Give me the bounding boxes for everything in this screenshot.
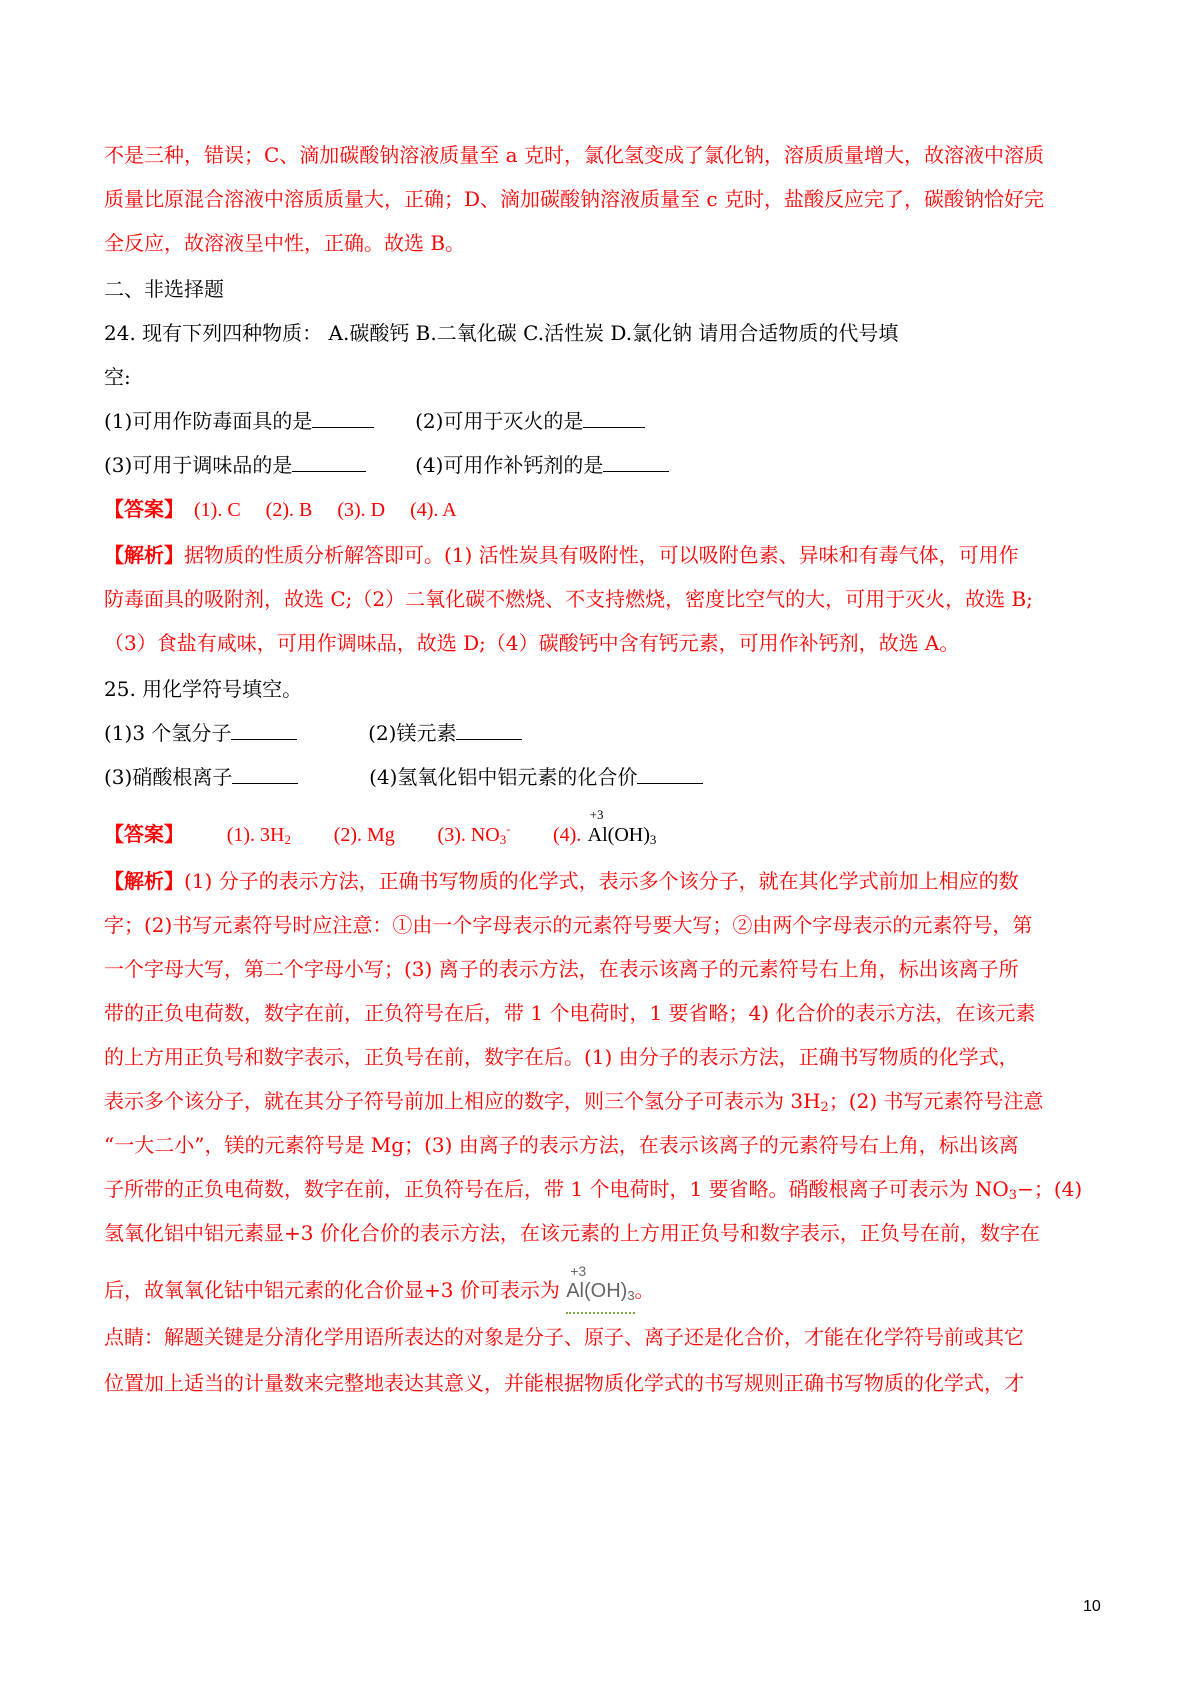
q25-answer-2: (2). Mg — [333, 824, 395, 846]
q24-analysis-line-3: （3）食盐有咸味，可用作调味品，故选 D;（4）碳酸钙中含有钙元素，可用作补钙剂，故选 A。 — [104, 631, 960, 655]
q24-part-4: (4)可用作补钙剂的是 — [415, 453, 604, 477]
prev-analysis-line-1: 不是三种，错误；C、滴加碳酸钠溶液质量至 a 克时，氯化氢变成了氯化钠，溶质质量增大，故溶液中溶质 — [104, 143, 1044, 167]
note-line-1: 点睛：解题关键是分清化学用语所表达的对象是分子、原子、离子还是化合价，才能在化学符号前或其它 — [104, 1325, 1024, 1349]
analysis-text: −；(4) — [1017, 1177, 1083, 1201]
q24-stem-line-2: 空: — [104, 365, 131, 389]
formula-text: Al(OH) — [566, 1280, 628, 1302]
valence-charge: +3 — [589, 807, 604, 822]
q25-answer-1 — [227, 824, 291, 846]
q25-analysis-line-6 — [104, 1086, 1044, 1123]
q25-analysis-line-9: 氢氧化铝中铝元素显+3 价化合价的表示方法，在该元素的上方用正负号和数字表示，正负号在前，数字在 — [104, 1221, 1040, 1245]
valence-formula-image — [566, 1263, 635, 1311]
answer-label: 【答案】 — [104, 822, 184, 846]
q25-part-4: (4)氢氧化铝中铝元素的化合价 — [369, 765, 638, 789]
subscript: 3 — [627, 1288, 635, 1303]
q24-answer — [104, 494, 457, 525]
subscript: 3 — [499, 832, 507, 847]
q25-analysis-line-3: 一个字母大写，第二个字母小写；(3) 离子的表示方法，在表示该离子的元素符号右上角，标出该离子所 — [104, 957, 1019, 981]
answer-blank — [603, 453, 669, 472]
q24-part-2: (2)可用于灭火的是 — [415, 409, 584, 433]
q24-analysis-line-1 — [104, 540, 1019, 570]
valence-formula — [587, 807, 657, 855]
subscript: 3 — [649, 832, 657, 847]
q25-analysis-line-7: “一大二小”，镁的元素符号是 Mg；(3) 由离子的表示方法，在表示该离子的元素符号右上角，标出该离 — [104, 1133, 1019, 1157]
q25-stem: 25. 用化学符号填空。 — [104, 677, 303, 701]
analysis-label: 【解析】 — [104, 869, 184, 893]
q25-answer — [104, 807, 657, 855]
answer-blank — [637, 765, 703, 784]
q25-analysis-line-4: 带的正负电荷数，数字在前，正负符号在后，带 1 个电荷时，1 要省略；4) 化合价的表示方法，在该元素 — [104, 1001, 1036, 1025]
analysis-text: 后，故氧氧化钴中铝元素的化合价显+3 价可表示为 — [104, 1278, 560, 1302]
analysis-text: 。 — [634, 1278, 655, 1302]
q25-analysis-line-1 — [104, 866, 1019, 896]
q24-part-1: (1)可用作防毒面具的是 — [104, 409, 313, 433]
answer-blank — [456, 721, 522, 740]
note-line-2: 位置加上适当的计量数来完整地表达其意义，并能根据物质化学式的书写规则正确书写物质的化学式，才 — [104, 1371, 1024, 1395]
analysis-text: 表示多个该分子，就在其分子符号前加上相应的数字，则三个氢分子可表示为 3H — [104, 1089, 821, 1113]
subscript: 2 — [820, 1100, 829, 1115]
subscript: 2 — [284, 832, 291, 847]
formula-text: Al(OH) — [587, 824, 650, 846]
answer-blank — [292, 453, 366, 472]
analysis-text: (1) 分子的表示方法，正确书写物质的化学式，表示多个该分子，就在其化学式前加上相应的数 — [184, 869, 1019, 893]
valence-charge: +3 — [570, 1263, 587, 1279]
q24-parts-row-2 — [104, 450, 669, 480]
answer-blank — [312, 409, 374, 428]
section-title: 二、非选择题 — [104, 277, 224, 301]
subscript: 3 — [1008, 1188, 1018, 1203]
prev-analysis-line-2: 质量比原混合溶液中溶质质量大，正确；D、滴加碳酸钠溶液质量至 c 克时，盐酸反应完了，碳酸钠恰好完 — [104, 187, 1044, 211]
analysis-text: 子所带的正负电荷数，数字在前，正负符号在后，带 1 个电荷时，1 要省略。硝酸根离子可表示为 NO — [104, 1177, 1009, 1201]
q25-parts-row-2 — [104, 762, 703, 792]
analysis-text: ；(2) 书写元素符号注意 — [828, 1089, 1044, 1113]
answer-blank — [231, 721, 297, 740]
page-number: 10 — [1083, 1598, 1101, 1615]
superscript: - — [506, 822, 511, 836]
q24-analysis-line-2: 防毒面具的吸附剂，故选 C;（2）二氧化碳不燃烧、不支持燃烧，密度比空气的大，可用于灭火，故选 B; — [104, 587, 1033, 611]
q25-analysis-line-8 — [104, 1174, 1082, 1211]
q25-part-2: (2)镁元素 — [368, 721, 457, 745]
answer-1-text: (1). 3H — [226, 824, 285, 846]
q25-answer-4-label: (4). — [552, 824, 582, 846]
q24-stem-line-1: 24. 现有下列四种物质： A.碳酸钙 B.二氧化碳 C.活性炭 D.氯化钠 请用合适物质的代号填 — [104, 321, 899, 345]
q25-analysis-line-5: 的上方用正负号和数字表示，正负号在前，数字在后。(1) 由分子的表示方法，正确书写物质的化学式， — [104, 1045, 1019, 1069]
answer-blank — [583, 409, 645, 428]
answer-blank — [232, 765, 298, 784]
spellcheck-underline — [566, 1312, 634, 1314]
q24-answer-text: (1). C (2). B (3). D (4). A — [184, 499, 457, 521]
answer-label: 【答案】 — [104, 497, 184, 521]
answer-3-text: (3). NO — [437, 824, 500, 846]
q25-part-1: (1)3 个氢分子 — [104, 721, 232, 745]
analysis-text: 据物质的性质分析解答即可。(1) 活性炭具有吸附性，可以吸附色素、异味和有毒气体，可用作 — [184, 543, 1019, 567]
q24-parts-row-1 — [104, 406, 645, 436]
prev-analysis-line-3: 全反应，故溶液呈中性，正确。故选 B。 — [104, 231, 466, 255]
q25-analysis-line-2: 字；(2)书写元素符号时应注意：①由一个字母表示的元素符号要大写；②由两个字母表示的元素符号，第 — [104, 913, 1033, 937]
analysis-label: 【解析】 — [104, 543, 184, 567]
q25-parts-row-1 — [104, 718, 522, 748]
q25-part-3: (3)硝酸根离子 — [104, 765, 233, 789]
q25-answer-3 — [438, 824, 511, 846]
q24-part-3: (3)可用于调味品的是 — [104, 453, 293, 477]
q25-analysis-line-10 — [104, 1263, 655, 1311]
